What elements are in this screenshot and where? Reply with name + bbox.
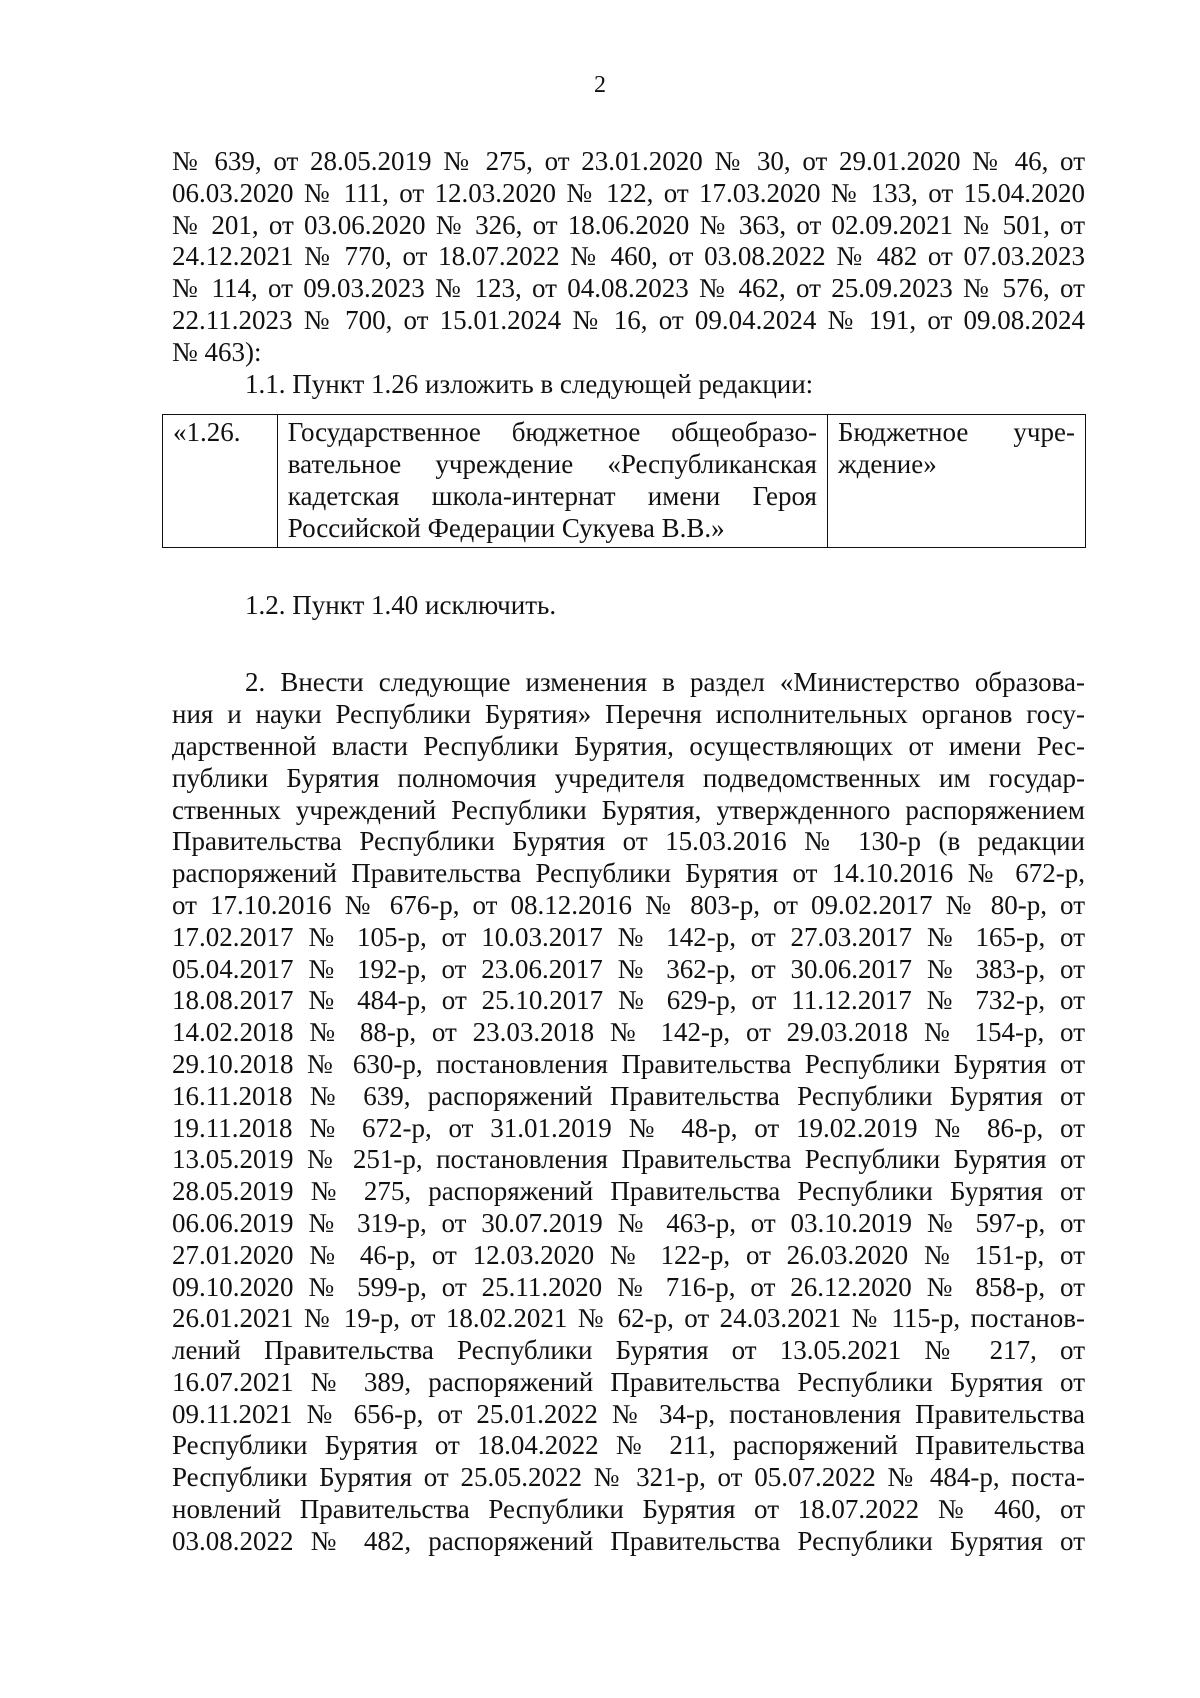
text-line: 18.08.2017 № 484-р, от 25.10.2017 № 629-р, от 11.12.2017 № 732-р, от xyxy=(172,985,1085,1016)
text-line: Республики Бурятия от 25.05.2022 № 321-р, от 05.07.2022 № 484-р, поста- xyxy=(172,1462,1085,1493)
text-line: № 201, от 03.06.2020 № 326, от 18.06.2020 № 363, от 02.09.2021 № 501, от xyxy=(172,209,1085,240)
text-line: распоряжений Правительства Республики Бурятия от 14.10.2016 № 672-р, xyxy=(172,858,1085,889)
text-line: Правительства Республики Бурятия от 15.03.2016 № 130-р (в редакции xyxy=(172,826,1085,857)
text-line: ния и науки Республики Бурятия» Перечня исполнительных органов госу- xyxy=(172,699,1085,730)
table-cell-institution-name xyxy=(277,415,827,547)
text-line: 14.02.2018 № 88-р, от 23.03.2018 № 142-р, от 29.03.2018 № 154-р, от xyxy=(172,1017,1085,1048)
cell-line: вательное учреждение «Республиканская xyxy=(287,449,817,480)
text-line: 19.11.2018 № 672-р, от 31.01.2019 № 48-р, от 19.02.2019 № 86-р, от xyxy=(172,1112,1085,1143)
text-line: 05.04.2017 № 192-р, от 23.06.2017 № 362-р, от 30.06.2017 № 383-р, от xyxy=(172,953,1085,984)
item-1-2: 1.2. Пункт 1.40 исключить. xyxy=(245,589,557,620)
cell-line: кадетская школа-интернат имени Героя xyxy=(287,480,817,511)
text-line: № 639, от 28.05.2019 № 275, от 23.01.2020 № 30, от 29.01.2020 № 46, от xyxy=(172,146,1085,176)
table-row xyxy=(163,415,1086,547)
text-line: 06.03.2020 № 111, от 12.03.2020 № 122, от 17.03.2020 № 133, от 15.04.2020 xyxy=(172,177,1085,208)
page-number: 2 xyxy=(594,72,606,98)
text-line: 06.06.2019 № 319-р, от 30.07.2019 № 463-р, от 03.10.2019 № 597-р, от xyxy=(172,1207,1085,1238)
text-line: 13.05.2019 № 251-р, постановления Правительства Республики Бурятия от xyxy=(172,1144,1085,1175)
item-2-paragraph xyxy=(172,667,1085,1557)
text-line: Республики Бурятия от 18.04.2022 № 211, распоряжений Правительства xyxy=(172,1430,1085,1461)
amendment-table xyxy=(162,414,1086,547)
text-line: 17.02.2017 № 105-р, от 10.03.2017 № 142-р, от 27.03.2017 № 165-р, от xyxy=(172,921,1085,952)
text-line: от 17.10.2016 № 676-р, от 08.12.2016 № 803-р, от 09.02.2017 № 80-р, от xyxy=(172,889,1085,920)
text-line: публики Бурятия полномочия учредителя подведомственных им государ- xyxy=(172,762,1085,793)
text-line: № 114, от 09.03.2023 № 123, от 04.08.2023 № 462, от 25.09.2023 № 576, от xyxy=(172,273,1085,304)
text-line: лений Правительства Республики Бурятия от 13.05.2021 № 217, от xyxy=(172,1335,1085,1366)
text-line: 27.01.2020 № 46-р, от 12.03.2020 № 122-р, от 26.03.2020 № 151-р, от xyxy=(172,1239,1085,1270)
cell-line: Бюджетное учре- xyxy=(837,417,1075,448)
item-1-1: 1.1. Пункт 1.26 изложить в следующей редакции: xyxy=(245,368,814,399)
table-cell-number: «1.26. xyxy=(163,415,278,547)
cell-line: Российской Федерации Сукуева В.В.» xyxy=(287,512,725,543)
text-line: 22.11.2023 № 700, от 15.01.2024 № 16, от 09.04.2024 № 191, от 09.08.2024 xyxy=(172,304,1085,335)
text-line: новлений Правительства Республики Бурятия от 18.07.2022 № 460, от xyxy=(172,1494,1085,1525)
text-line: 29.10.2018 № 630-р, постановления Правительства Республики Бурятия от xyxy=(172,1048,1085,1079)
text-line: 24.12.2021 № 770, от 18.07.2022 № 460, от 03.08.2022 № 482 от 07.03.2023 xyxy=(172,241,1085,272)
text-line: № 463): xyxy=(172,336,262,367)
intro-paragraph xyxy=(172,146,1085,369)
cell-line: ждение» xyxy=(837,449,937,480)
text-line: 03.08.2022 № 482, распоряжений Правительства Республики Бурятия от xyxy=(172,1525,1085,1556)
text-line: 09.10.2020 № 599-р, от 25.11.2020 № 716-р, от 26.12.2020 № 858-р, от xyxy=(172,1271,1085,1302)
text-line: дарственной власти Республики Бурятия, осуществляющих от имени Рес- xyxy=(172,730,1085,761)
document-body xyxy=(172,146,1085,1558)
text-line: 2. Внести следующие изменения в раздел «Министерство образова- xyxy=(245,667,1085,698)
text-line: 09.11.2021 № 656-р, от 25.01.2022 № 34-р, постановления Правительства xyxy=(172,1398,1085,1429)
text-line: ственных учреждений Республики Бурятия, утвержденного распоряжением xyxy=(172,794,1085,825)
table-cell-institution-type xyxy=(827,415,1085,547)
text-line: 26.01.2021 № 19-р, от 18.02.2021 № 62-р, от 24.03.2021 № 115-р, постанов- xyxy=(172,1303,1085,1334)
text-line: 16.11.2018 № 639, распоряжений Правительства Республики Бурятия от xyxy=(172,1080,1085,1111)
cell-line: Государственное бюджетное общеобразо- xyxy=(287,417,817,448)
text-line: 28.05.2019 № 275, распоряжений Правительства Республики Бурятия от xyxy=(172,1176,1085,1207)
text-line: 16.07.2021 № 389, распоряжений Правительства Республики Бурятия от xyxy=(172,1366,1085,1397)
